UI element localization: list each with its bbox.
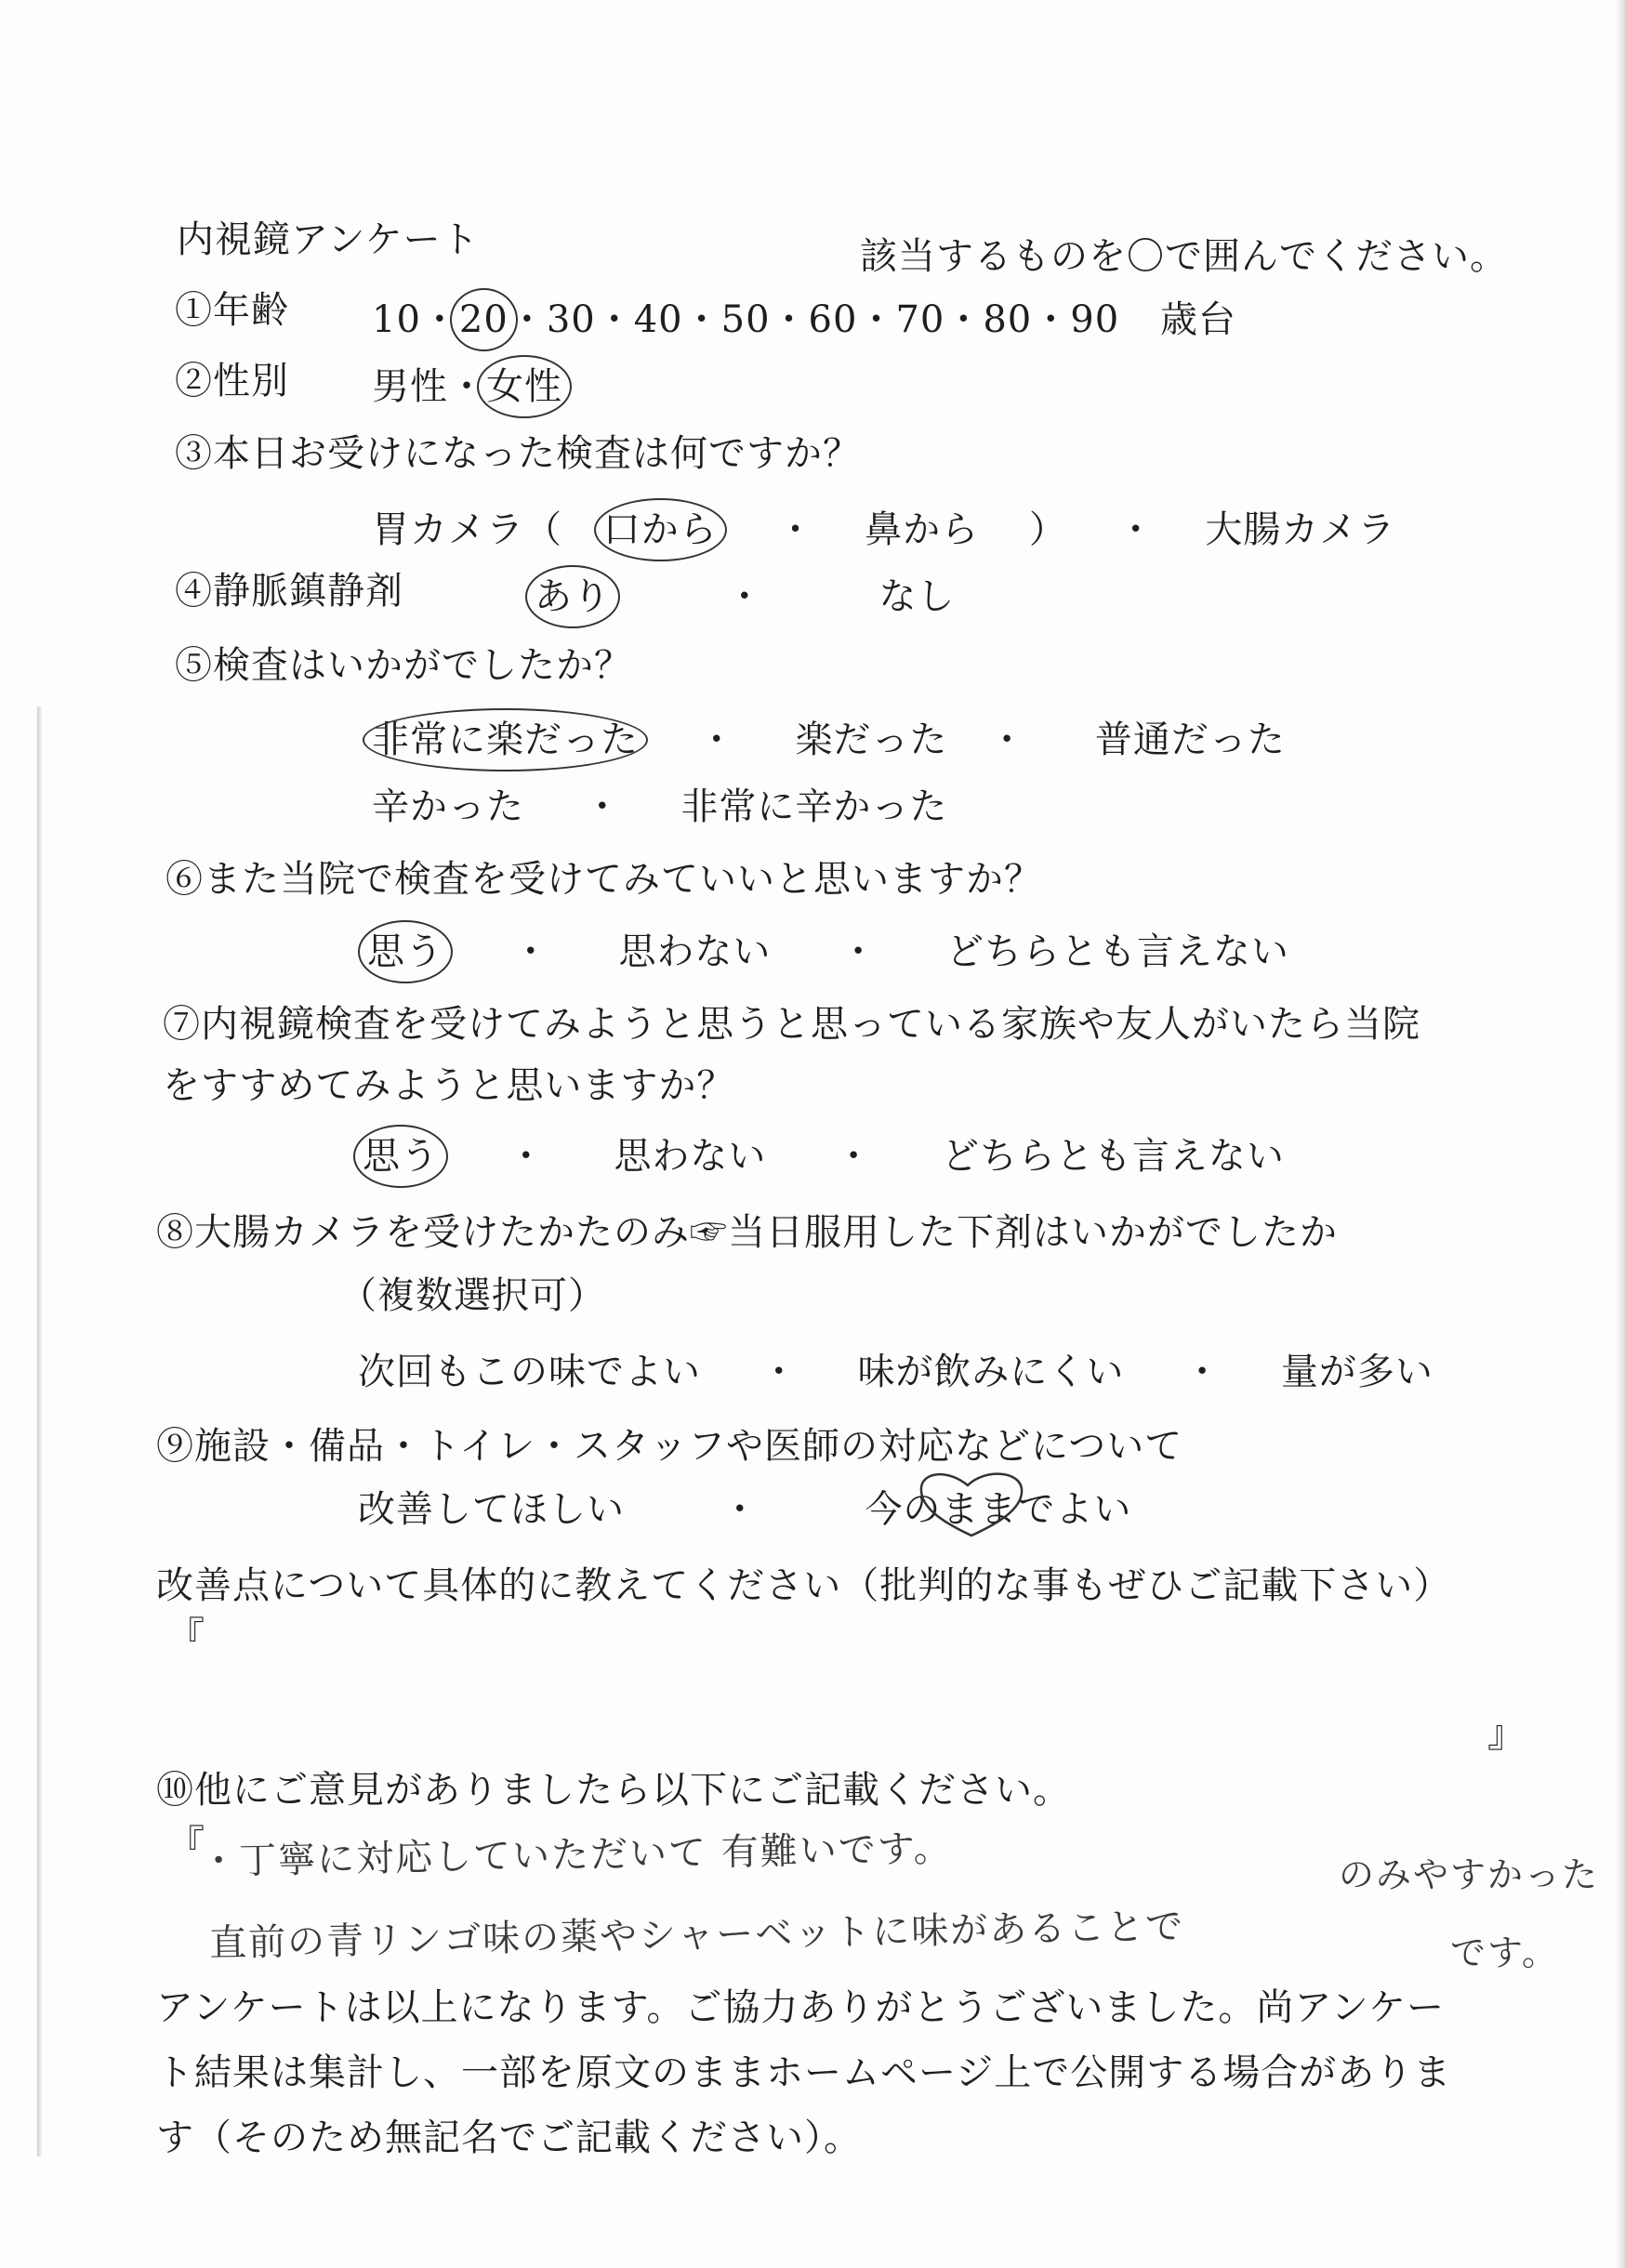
sedative-no-option[interactable]: なし: [879, 575, 956, 618]
very-hard-option[interactable]: 非常に辛かった: [680, 785, 948, 828]
laxative-too-much-option[interactable]: 量が多い: [1280, 1351, 1433, 1393]
gender-female-selected[interactable]: 女性: [486, 363, 562, 411]
needs-improvement-option[interactable]: 改善してほしい: [358, 1488, 625, 1531]
age-option[interactable]: 50: [720, 298, 771, 341]
q6-options: 思う ・ 思わない ・ どちらとも言えない: [367, 928, 1289, 976]
q9-question: ⑨施設・備品・トイレ・スタッフや医師の対応などについて: [156, 1425, 1183, 1468]
age-option-selected[interactable]: 20: [459, 296, 509, 344]
handwritten-comment-line3a: のみやすかった: [1339, 1854, 1600, 1895]
age-option[interactable]: 60: [808, 298, 858, 341]
normal-option[interactable]: 普通だった: [1094, 719, 1286, 761]
improvement-close-bracket: 』: [1487, 1713, 1526, 1756]
handwritten-comment-line2: 直前の青リンゴ味の薬やシャーベットに味があることで: [208, 1905, 1185, 1966]
as-is-fine-option[interactable]: 今のままでよい: [865, 1488, 1132, 1531]
q10-open-bracket: 『: [167, 1823, 205, 1866]
q10-prompt: ⑩他にご意見がありましたら以下にご記載ください。: [156, 1769, 1071, 1812]
colon-camera-option[interactable]: 大腸カメラ: [1205, 508, 1396, 551]
via-mouth-selected[interactable]: 口から: [603, 506, 718, 554]
q4-label: ④静脈鎮静剤: [175, 570, 403, 613]
age-option[interactable]: 10: [372, 298, 421, 341]
recommend-no-option[interactable]: 思わない: [614, 1135, 767, 1178]
closing-line1: アンケートは以上になります。ご協力ありがとうございました。尚アンケー: [156, 1986, 1445, 2029]
q2-label: ②性別: [175, 360, 289, 402]
scan-right-shadow: [1616, 0, 1625, 2268]
very-easy-selected[interactable]: 非常に楽だった: [372, 716, 639, 764]
stomach-camera-label: 胃カメラ（: [372, 508, 562, 551]
handwritten-comment-line1: ・丁寧に対応していただいて 有難いです。: [199, 1826, 953, 1884]
q8-question-line1: ⑧大腸カメラを受けたかたのみ☞当日服用した下剤はいかがでしたか: [156, 1211, 1338, 1254]
revisit-no-option[interactable]: 思わない: [618, 930, 772, 973]
q8-question-line2: （複数選択可）: [339, 1274, 606, 1317]
survey-title: 内視鏡アンケート: [177, 218, 480, 261]
q7-question-line1: ⑦内視鏡検査を受けてみようと思うと思っている家族や友人がいたら当院: [163, 1003, 1420, 1046]
q5-options-row2: 辛かった ・ 非常に辛かった: [372, 783, 947, 831]
revisit-yes-selected[interactable]: 思う: [367, 928, 443, 976]
q4-options: あり ・ なし: [535, 573, 955, 621]
improvement-prompt: 改善点について具体的に教えてください（批判的な事もぜひご記載下さい）: [156, 1564, 1452, 1607]
q7-question-line2: をすすめてみようと思いますか？: [163, 1064, 735, 1107]
hard-option[interactable]: 辛かった: [372, 785, 524, 828]
q3-question: ③本日お受けになった検査は何ですか？: [175, 432, 861, 475]
closing-line3: す（そのため無記名でご記載ください）。: [156, 2116, 862, 2159]
improvement-open-bracket: 『: [167, 1615, 205, 1657]
laxative-hard-to-drink-option[interactable]: 味が飲みにくい: [857, 1351, 1125, 1393]
revisit-neither-option[interactable]: どちらとも言えない: [945, 930, 1289, 973]
q9-options: 改善してほしい ・ 今のままでよい: [358, 1485, 1131, 1534]
handwritten-comment-line3b: です。: [1450, 1932, 1559, 1973]
instruction-text: 該当するものを〇で囲んでください。: [860, 235, 1508, 278]
gender-male[interactable]: 男性: [372, 365, 448, 408]
age-option[interactable]: 80: [983, 298, 1033, 341]
q7-options: 思う ・ 思わない ・ どちらとも言えない: [363, 1132, 1285, 1180]
age-option[interactable]: 90: [1070, 298, 1120, 341]
via-nose-option[interactable]: 鼻から: [865, 508, 980, 551]
q5-options-row1: 非常に楽だった ・ 楽だった ・ 普通だった: [372, 716, 1286, 764]
age-option[interactable]: 30: [546, 298, 596, 341]
age-suffix: 歳台: [1159, 298, 1236, 341]
heart-mark-icon: [916, 1467, 1027, 1539]
age-option[interactable]: 40: [633, 298, 683, 341]
recommend-neither-option[interactable]: どちらとも言えない: [941, 1135, 1285, 1178]
age-option[interactable]: 70: [895, 298, 945, 341]
q8-options: 次回もこの味でよい ・ 味が飲みにくい ・ 量が多い: [358, 1348, 1433, 1396]
laxative-taste-ok-option[interactable]: 次回もこの味でよい: [358, 1351, 701, 1393]
q5-question: ⑤検査はいかがでしたか？: [175, 644, 632, 687]
scan-edge-shadow: [37, 706, 43, 2156]
closing-line2: ト結果は集計し、一部を原文のままホームページ上で公開する場合がありま: [156, 2051, 1452, 2094]
q1-label: ①年齢: [175, 289, 289, 332]
q6-question: ⑥また当院で検査を受けてみていいと思いますか？: [165, 858, 1042, 901]
q1-options: 10・20・30・40・50・60・70・80・90 歳台: [372, 296, 1236, 344]
easy-option[interactable]: 楽だった: [795, 719, 948, 761]
q2-options: 男性・女性: [372, 363, 562, 411]
q3-options: 胃カメラ（ 口から ・ 鼻から ） ・ 大腸カメラ: [372, 506, 1395, 554]
sedative-yes-selected[interactable]: あり: [535, 573, 611, 621]
recommend-yes-selected[interactable]: 思う: [363, 1132, 439, 1180]
